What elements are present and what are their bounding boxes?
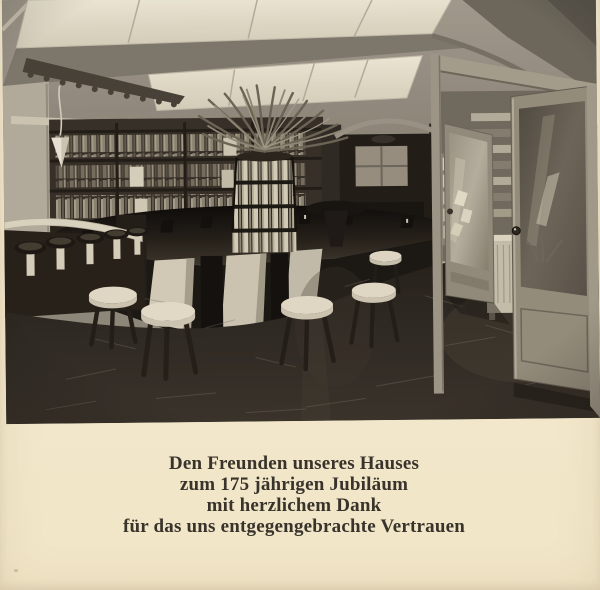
paper-speck — [14, 569, 18, 572]
caption-line-2: zum 175 jährigen Jubiläum — [179, 474, 409, 495]
caption-line-1: Den Freunden unseres Hauses — [168, 453, 420, 474]
photo — [2, 0, 600, 424]
caption-line-4: für das uns entgegengebrachte Vertrauen — [122, 516, 466, 537]
caption — [0, 453, 588, 537]
caption-line-3: mit herzlichem Dank — [206, 495, 382, 516]
photo-warm-tint — [2, 0, 600, 424]
